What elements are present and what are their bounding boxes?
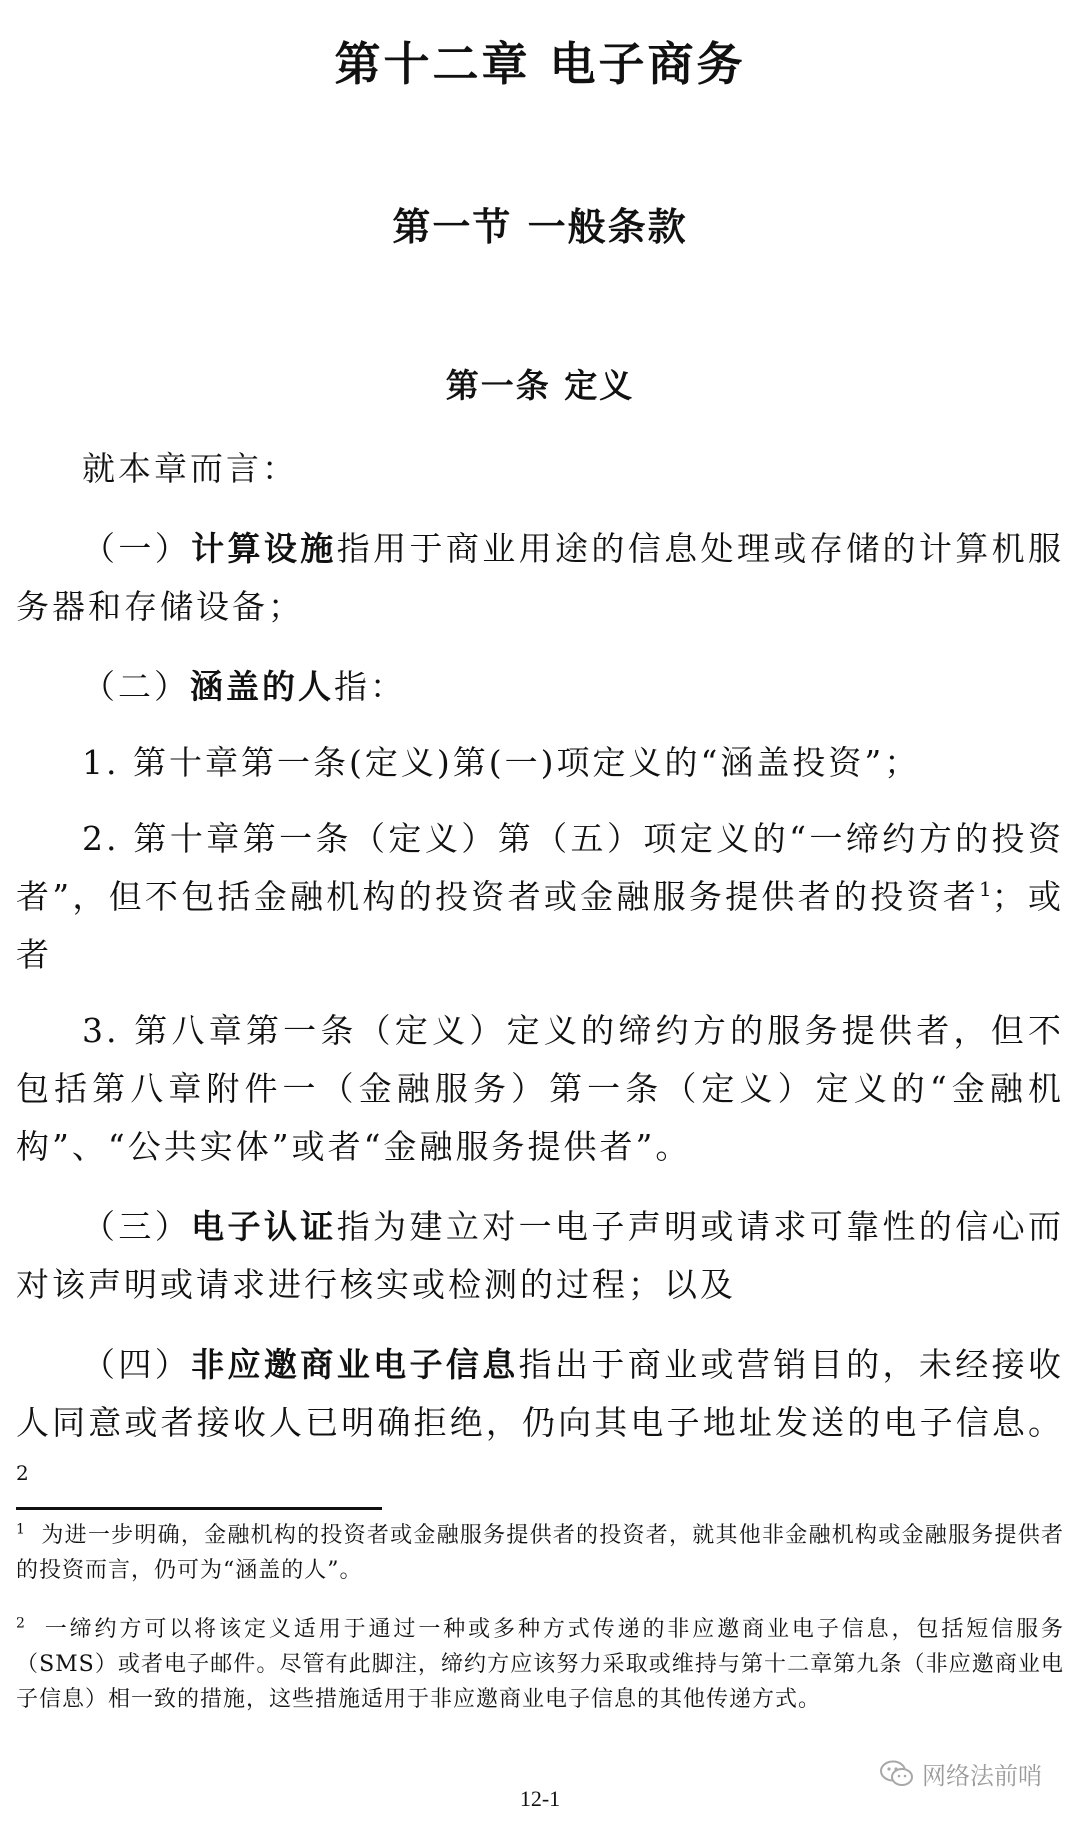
definition-text: 指为建立对一电子声明或请求可靠性的信心而对该声明或请求进行核实或检测的过程；以及	[16, 1207, 1065, 1304]
chapter-title: 第十二章 电子商务	[334, 37, 746, 91]
definition-computing-facility	[16, 520, 1064, 636]
page-number: 12-1	[519, 1786, 561, 1811]
footnote-divider	[16, 1507, 382, 1510]
footnote-ref-1[interactable]: 1	[979, 877, 992, 901]
definition-text: 指：	[334, 667, 406, 706]
footnotes	[16, 1518, 1064, 1741]
defined-term: 非应邀商业电子信息	[191, 1345, 519, 1384]
definition-text: 指出于商业或营销目的，未经接收人同意或者接收人已明确拒绝，仍向其电子地址发送的电子信息。	[16, 1345, 1065, 1442]
footnote-number: 2	[16, 1615, 25, 1632]
article-body	[16, 440, 1064, 1532]
defined-term: 电子认证	[191, 1207, 337, 1246]
item-label: （三）	[82, 1207, 192, 1246]
definition-unsolicited-message	[16, 1336, 1064, 1510]
wechat-icon	[880, 1760, 914, 1788]
footnote-ref-2[interactable]: 2	[16, 1461, 29, 1485]
intro-paragraph: 就本章而言：	[82, 449, 298, 488]
sub-text: 2. 第十章第一条（定义）第（五）项定义的“一缔约方的投资者”，但不包括金融机构的投资者或金融服务提供者的投资者	[16, 819, 1064, 916]
sub-text-end: ；或者	[16, 877, 1064, 974]
article-title: 第一条 定义	[445, 366, 635, 405]
watermark-text: 网络法前哨	[922, 1762, 1042, 1790]
section-title: 第一节 一般条款	[392, 205, 688, 249]
item-label: （二）	[82, 667, 190, 706]
footnote-text: 一缔约方可以将该定义适用于通过一种或多种方式传递的非应邀商业电子信息，包括短信服务（SMS）或者电子邮件。尽管有此脚注，缔约方应该努力采取或维持与第十二章第九条（非应邀商业电子信息）相一致的措施，这些措施适用于非应邀商业电子信息的其他传递方式。	[16, 1617, 1064, 1712]
covered-person-sub-2	[16, 810, 1064, 984]
covered-person-sub-1: 1. 第十章第一条(定义)第(一)项定义的“涵盖投资”；	[82, 743, 921, 782]
definition-electronic-authentication	[16, 1198, 1064, 1314]
defined-term: 计算设施	[191, 529, 337, 568]
covered-person-sub-3: 3. 第八章第一条（定义）定义的缔约方的服务提供者，但不包括第八章附件一（金融服务）第一条（定义）定义的“金融机构”、“公共实体”或者“金融服务提供者”。	[16, 1011, 1064, 1166]
definition-covered-person	[16, 658, 1064, 716]
footnote-2	[16, 1612, 1064, 1717]
defined-term: 涵盖的人	[190, 667, 334, 706]
footnote-text: 为进一步明确，金融机构的投资者或金融服务提供者的投资者，就其他非金融机构或金融服务提供者的投资而言，仍可为“涵盖的人”。	[16, 1523, 1064, 1583]
footnote-number: 1	[16, 1521, 25, 1538]
footnote-1	[16, 1518, 1064, 1588]
definition-text: 指用于商业用途的信息处理或存储的计算机服务器和存储设备；	[16, 529, 1065, 626]
item-label: （四）	[82, 1345, 192, 1384]
item-label: （一）	[82, 529, 192, 568]
